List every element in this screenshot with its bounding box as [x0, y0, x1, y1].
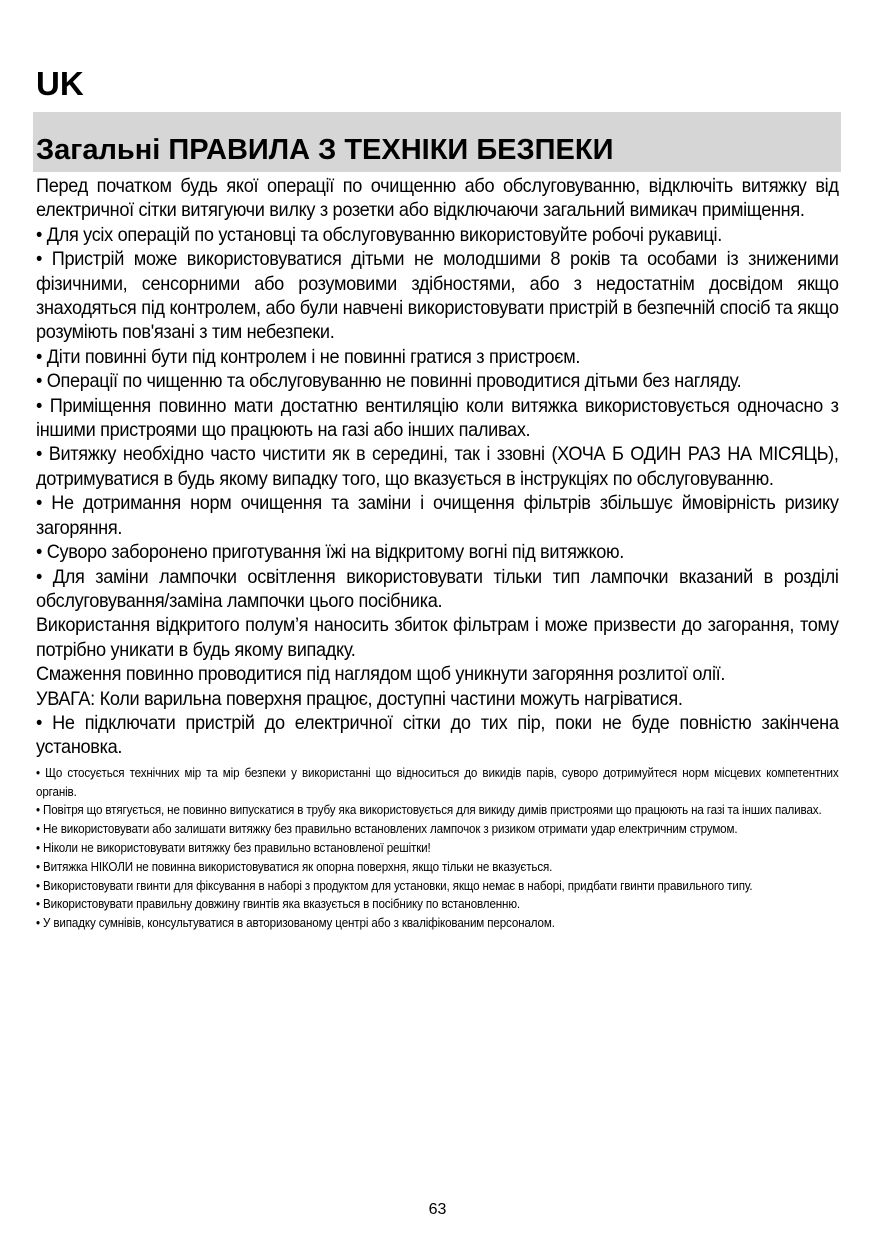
- note: • Витяжка НІКОЛИ не повинна використовуватися як опорна поверхня, якщо тільки не вказується.: [36, 859, 553, 874]
- paragraph: • Не підключати пристрій до електричної сітки до тих пір, поки не буде повністю закінчена установка.: [36, 711, 839, 759]
- paragraph: • Пристрій може використовуватися дітьми не молодшими 8 років та особами із зниженими фізичними, сенсорними або розумовими здібностями, або з недостатнім досвідом якщо знаходяться під контролем, або були навчені використовувати пристрій в безпечній спосіб та якщо розуміють пов'язані з тим небезпеки.: [36, 248, 839, 344]
- paragraph: • Для усіх операцій по установці та обслуговуванню використовуйте робочі рукавиці.: [36, 223, 722, 246]
- section-title: Загальні ПРАВИЛА З ТЕХНІКИ БЕЗПЕКИ: [36, 134, 614, 166]
- paragraph: Використання відкритого полум’я наносить збиток фільтрам і може призвести до загорання, тому потрібно уникати в будь якому випадку.: [36, 614, 839, 661]
- paragraph: Смаження повинно проводитися під наглядом щоб уникнути загоряння розлитої олії.: [36, 663, 726, 686]
- note: • Не використовувати або залишати витяжку без правильно встановлених лампочок з ризиком отримати удар електричним струмом.: [36, 822, 738, 837]
- paragraph: • Приміщення повинно мати достатню вентиляцію коли витяжка використовується одночасно з іншими пристроями що працюють на газі або інших паливах.: [36, 394, 839, 442]
- safety-rules-main: [36, 174, 839, 760]
- document-body: [36, 174, 839, 933]
- paragraph: • Діти повинні бути під контролем і не повинні гратися з пристроєм.: [36, 345, 581, 368]
- paragraph: Перед початком будь якої операції по очищенню або обслуговуванню, відключіть витяжку від електричної сітки витягуючи вилку з розетки або відключаючи загальний вимикач приміщення.: [36, 175, 839, 222]
- note: • У випадку сумнівів, консультуватися в авторизованому центрі або з кваліфікованим персоналом.: [36, 916, 555, 931]
- note: • Використовувати гвинти для фіксування в наборі з продуктом для установки, якщо немає в наборі, придбати гвинти правильного типу.: [36, 878, 753, 893]
- paragraph: • Не дотримання норм очищення та заміни і очищення фільтрів збільшує ймовірність ризику загоряння.: [36, 492, 839, 539]
- paragraph: • Операції по чищенню та обслуговуванню не повинні проводитися дітьми без нагляду.: [36, 370, 742, 393]
- paragraph: • Витяжку необхідно часто чистити як в середині, так і ззовні (ХОЧА Б ОДИН РАЗ НА МІСЯЦЬ), дотримуватися в будь якому випадку того, що вказується в інструкціях по обслуговуванню.: [36, 443, 839, 490]
- note: • Використовувати правильну довжину гвинтів яка вказується в посібнику по встановленню.: [36, 897, 521, 912]
- language-code: UK: [36, 65, 84, 102]
- paragraph: • Для заміни лампочки освітлення використовувати тільки тип лампочки вказаний в розділі обслуговування/заміна лампочки цього посібника.: [36, 565, 839, 612]
- paragraph: УВАГА: Коли варильна поверхня працює, доступні частини можуть нагріватися.: [36, 687, 683, 710]
- paragraph: • Суворо заборонено приготування їжі на відкритому вогні під витяжкою.: [36, 541, 625, 564]
- note: • Ніколи не використовувати витяжку без правильно встановленої решітки!: [36, 840, 431, 855]
- page-number: 63: [428, 1201, 447, 1218]
- note: • Повітря що втягується, не повинно випускатися в трубу яка використовується для викиду димів пристроями що працюють на газі та інших паливах.: [36, 803, 822, 818]
- note: • Що стосується технічних мір та мір безпеки у використанні що відноситься до викидів парів, суворо дотримуйтеся норм місцевих компетентних органів.: [36, 765, 839, 799]
- safety-rules-notes: [36, 764, 839, 933]
